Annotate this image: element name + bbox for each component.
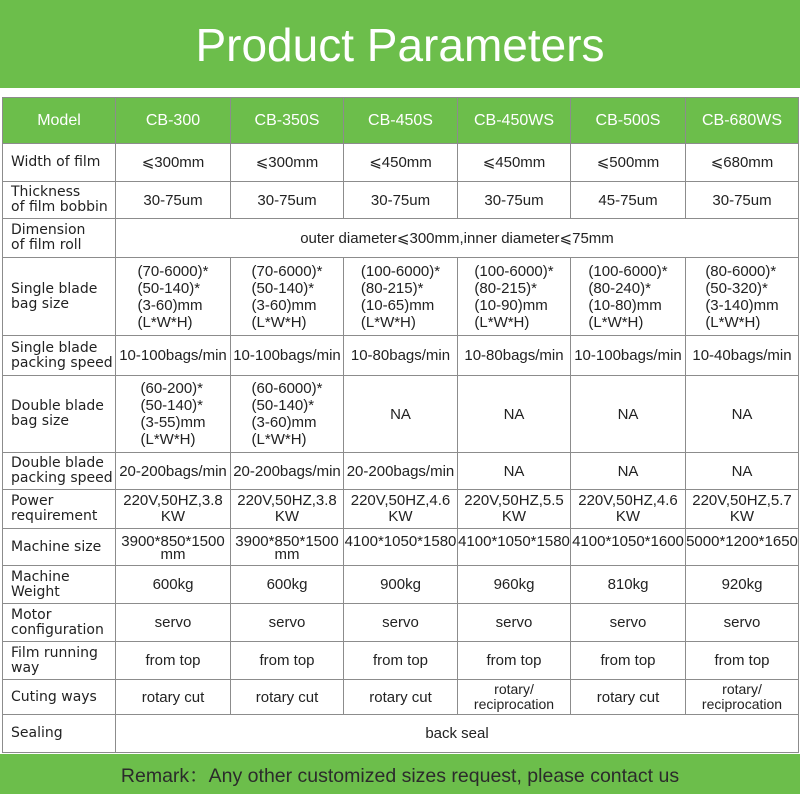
value-line: (100-6000)* (360, 262, 441, 280)
model-header-label: Model (3, 98, 116, 144)
model-header-cb-680ws: CB-680WS (686, 98, 799, 144)
model-header-cb-350s: CB-350S (231, 98, 344, 144)
value-line: (L*W*H) (251, 313, 307, 331)
value-cb-450ws (458, 258, 571, 336)
value-cb-450ws: 960kg (458, 566, 571, 604)
bag-size-block (140, 380, 205, 448)
value-line: (50-140)* (140, 397, 204, 414)
row-label: Machine size (3, 529, 116, 566)
value-line: (50-320)* (705, 279, 768, 297)
row-label-line: Double blade (11, 398, 104, 414)
value-cb-450s: servo (344, 604, 458, 642)
spec-row-sealing (3, 715, 799, 753)
value-cb-300: servo (116, 604, 231, 642)
row-label (3, 182, 116, 219)
value-cb-350s: rotary cut (231, 680, 344, 715)
bag-size-block (138, 263, 209, 331)
spec-row-dimension-of-film-roll (3, 219, 799, 258)
value-cb-300 (116, 490, 231, 529)
spec-row-film-running-way (3, 642, 799, 680)
value-line: (60-6000)* (251, 380, 323, 397)
row-label-line: requirement (11, 508, 98, 524)
value-cb-680ws (686, 490, 799, 529)
value-cb-500s: 10-100bags/min (571, 336, 686, 376)
value-cb-500s: from top (571, 642, 686, 680)
row-label: Width of film (3, 144, 116, 182)
row-label (3, 604, 116, 642)
value-cb-450s: 20-200bags/min (344, 453, 458, 490)
row-label-line: of film roll (11, 237, 82, 253)
value-line: (10-65)mm (360, 296, 435, 314)
value-cb-450s: rotary cut (344, 680, 458, 715)
value-line: (3-60)mm (251, 414, 317, 431)
value-cb-350s: 10-100bags/min (231, 336, 344, 376)
value-line: (3-140)mm (705, 296, 779, 314)
spec-row-cuting-ways (3, 680, 799, 715)
value-line: (10-80)mm (588, 296, 662, 314)
value-cb-450ws: NA (458, 453, 571, 490)
row-label-line: Thickness (11, 184, 81, 200)
value-line: (60-200)* (140, 380, 204, 397)
value-cb-500s: 4100*1050*1600 (571, 529, 686, 566)
bag-size-block (252, 263, 323, 331)
value-line: (50-140)* (251, 279, 315, 297)
merged-value: outer diameter⩽300mm,inner diameter⩽75mm (116, 219, 799, 258)
bag-size-block (361, 263, 440, 331)
value-cb-450ws: 30-75um (458, 182, 571, 219)
row-label-line: Single blade (11, 280, 98, 297)
value-cb-500s: NA (571, 376, 686, 453)
value-cb-450ws: 10-80bags/min (458, 336, 571, 376)
value-line: 220V,50HZ,5.7 (692, 492, 792, 509)
merged-value: back seal (116, 715, 799, 753)
value-line: 220V,50HZ,3.8 (123, 492, 223, 509)
value-cb-450s: NA (344, 376, 458, 453)
value-cb-500s: rotary cut (571, 680, 686, 715)
value-line: (70-6000)* (137, 262, 209, 280)
spec-row-single-blade-bag-size (3, 258, 799, 336)
value-cb-450ws: ⩽450mm (458, 144, 571, 182)
bag-size-block (705, 263, 778, 331)
remark-text: Remark：Any other customized sizes request, please contact us (120, 765, 680, 787)
value-cb-350s: 600kg (231, 566, 344, 604)
value-cb-450s: 10-80bags/min (344, 336, 458, 376)
value-line: (80-215)* (360, 279, 424, 297)
value-cb-680ws: NA (686, 376, 799, 453)
value-cb-450s: 30-75um (344, 182, 458, 219)
value-cb-680ws (686, 680, 799, 715)
value-cb-300: 600kg (116, 566, 231, 604)
value-cb-680ws: servo (686, 604, 799, 642)
spec-row-power-requirement (3, 490, 799, 529)
model-header-cb-450ws: CB-450WS (458, 98, 571, 144)
value-line: KW (274, 508, 300, 525)
value-line: (100-6000)* (588, 262, 668, 280)
value-cb-350s: ⩽300mm (231, 144, 344, 182)
model-header-cb-450s: CB-450S (344, 98, 458, 144)
row-label (3, 642, 116, 680)
value-cb-350s (231, 529, 344, 566)
page-title: Product Parameters (195, 19, 605, 71)
value-line: (3-60)mm (251, 296, 317, 314)
value-line: KW (615, 508, 641, 525)
value-cb-450ws: 4100*1050*1580 (458, 529, 571, 566)
value-cb-350s (231, 258, 344, 336)
row-label-line: packing speed (11, 470, 113, 486)
value-line: (L*W*H) (474, 313, 530, 331)
value-line: KW (388, 508, 413, 525)
spec-row-single-blade-packing-speed (3, 336, 799, 376)
value-line: rotary/ (494, 681, 534, 697)
row-label-line: configuration (11, 621, 104, 638)
header-row (3, 98, 799, 144)
value-cb-680ws (686, 258, 799, 336)
row-label (3, 490, 116, 529)
value-cb-680ws: 5000*1200*1650 (686, 529, 799, 566)
bag-size-block (252, 380, 323, 448)
row-label-line: Power (11, 493, 54, 509)
value-cb-680ws: 920kg (686, 566, 799, 604)
row-label-line: Motor (11, 606, 52, 623)
value-cb-300: rotary cut (116, 680, 231, 715)
row-label-line: of film bobbin (11, 199, 108, 215)
row-label-line: Machine (11, 568, 70, 585)
value-cb-500s: NA (571, 453, 686, 490)
spec-row-thickness-of-film-bobbin (3, 182, 799, 219)
value-line: rotary/ (722, 681, 762, 697)
value-line: (L*W*H) (360, 313, 416, 331)
value-line: reciprocation (701, 696, 783, 712)
value-cb-500s (571, 258, 686, 336)
value-cb-350s: servo (231, 604, 344, 642)
value-cb-350s: 20-200bags/min (231, 453, 344, 490)
row-label (3, 219, 116, 258)
row-label-line: bag size (11, 295, 69, 312)
value-cb-450ws: from top (458, 642, 571, 680)
value-line: (L*W*H) (588, 313, 644, 331)
spec-row-double-blade-bag-size (3, 376, 799, 453)
value-cb-680ws: 10-40bags/min (686, 336, 799, 376)
value-line: 220V,50HZ,5.5 (464, 492, 564, 509)
value-line: (L*W*H) (705, 313, 761, 331)
spec-row-double-blade-packing-speed (3, 453, 799, 490)
value-line: KW (160, 508, 186, 525)
spec-row-machine-size (3, 529, 799, 566)
value-line: (80-6000)* (705, 262, 777, 280)
row-label (3, 453, 116, 490)
spec-row-motor-configuration (3, 604, 799, 642)
value-line: 3900*850*1500 (121, 533, 225, 550)
model-header-cb-500s: CB-500S (571, 98, 686, 144)
value-cb-350s: 30-75um (231, 182, 344, 219)
value-cb-350s (231, 490, 344, 529)
value-line: (L*W*H) (140, 431, 196, 448)
value-line: mm (160, 546, 186, 563)
value-cb-300: ⩽300mm (116, 144, 231, 182)
value-line: (L*W*H) (137, 313, 193, 331)
value-cb-680ws: 30-75um (686, 182, 799, 219)
value-cb-450ws: NA (458, 376, 571, 453)
value-cb-500s: ⩽500mm (571, 144, 686, 182)
spec-row-width-of-film (3, 144, 799, 182)
value-cb-300 (116, 529, 231, 566)
value-cb-300 (116, 258, 231, 336)
value-line: (L*W*H) (251, 431, 307, 448)
value-line: (50-140)* (137, 279, 201, 297)
value-cb-500s: 45-75um (571, 182, 686, 219)
row-label: Cuting ways (3, 680, 116, 715)
model-header-cb-300: CB-300 (116, 98, 231, 144)
value-cb-350s (231, 376, 344, 453)
value-cb-450s: 900kg (344, 566, 458, 604)
row-label-line: Double blade (11, 455, 104, 471)
remark-banner (0, 754, 800, 794)
value-cb-300 (116, 376, 231, 453)
value-line: 220V,50HZ,3.8 (237, 492, 337, 509)
value-cb-450s: from top (344, 642, 458, 680)
row-label (3, 258, 116, 336)
value-cb-680ws: from top (686, 642, 799, 680)
row-label-line: Film running (11, 644, 98, 661)
value-line: (3-55)mm (140, 414, 206, 431)
row-label-line: packing speed (11, 354, 113, 371)
value-cb-450s (344, 258, 458, 336)
table-body (3, 144, 799, 753)
value-cb-300: 10-100bags/min (116, 336, 231, 376)
value-cb-500s: servo (571, 604, 686, 642)
value-line: 220V,50HZ,4.6 (350, 492, 451, 509)
value-line: (50-140)* (251, 397, 315, 414)
value-line: 220V,50HZ,4.6 (578, 492, 678, 509)
row-label (3, 566, 116, 604)
parameters-table (2, 97, 799, 753)
value-line: (70-6000)* (251, 262, 323, 280)
bag-size-block (474, 263, 553, 331)
value-line: (3-60)mm (137, 296, 203, 314)
row-label-line: Dimension (11, 222, 86, 238)
value-cb-300: from top (116, 642, 231, 680)
row-label-line: Weight (11, 583, 60, 600)
value-cb-680ws: ⩽680mm (686, 144, 799, 182)
value-line: (10-90)mm (474, 296, 548, 314)
row-label-line: bag size (11, 413, 69, 429)
spec-row-machine-weight (3, 566, 799, 604)
bag-size-block (588, 263, 667, 331)
value-cb-300: 30-75um (116, 182, 231, 219)
value-line: 3900*850*1500 (235, 533, 339, 550)
title-banner (0, 0, 800, 88)
row-label: Sealing (3, 715, 116, 753)
value-line: (80-240)* (588, 279, 651, 297)
value-line: KW (729, 508, 755, 525)
row-label (3, 336, 116, 376)
value-cb-680ws: NA (686, 453, 799, 490)
value-cb-500s (571, 490, 686, 529)
value-cb-300: 20-200bags/min (116, 453, 231, 490)
value-cb-500s: 810kg (571, 566, 686, 604)
value-line: reciprocation (473, 696, 555, 712)
value-line: (100-6000)* (474, 262, 554, 280)
value-cb-450ws (458, 680, 571, 715)
value-cb-350s: from top (231, 642, 344, 680)
value-cb-450s: 4100*1050*1580 (344, 529, 458, 566)
value-cb-450s (344, 490, 458, 529)
row-label-line: way (11, 659, 40, 676)
value-line: KW (501, 508, 527, 525)
row-label (3, 376, 116, 453)
row-label-line: Single blade (11, 339, 98, 356)
value-line: mm (274, 546, 300, 563)
value-cb-450ws: servo (458, 604, 571, 642)
value-cb-450ws (458, 490, 571, 529)
value-cb-450s: ⩽450mm (344, 144, 458, 182)
value-line: (80-215)* (474, 279, 537, 297)
